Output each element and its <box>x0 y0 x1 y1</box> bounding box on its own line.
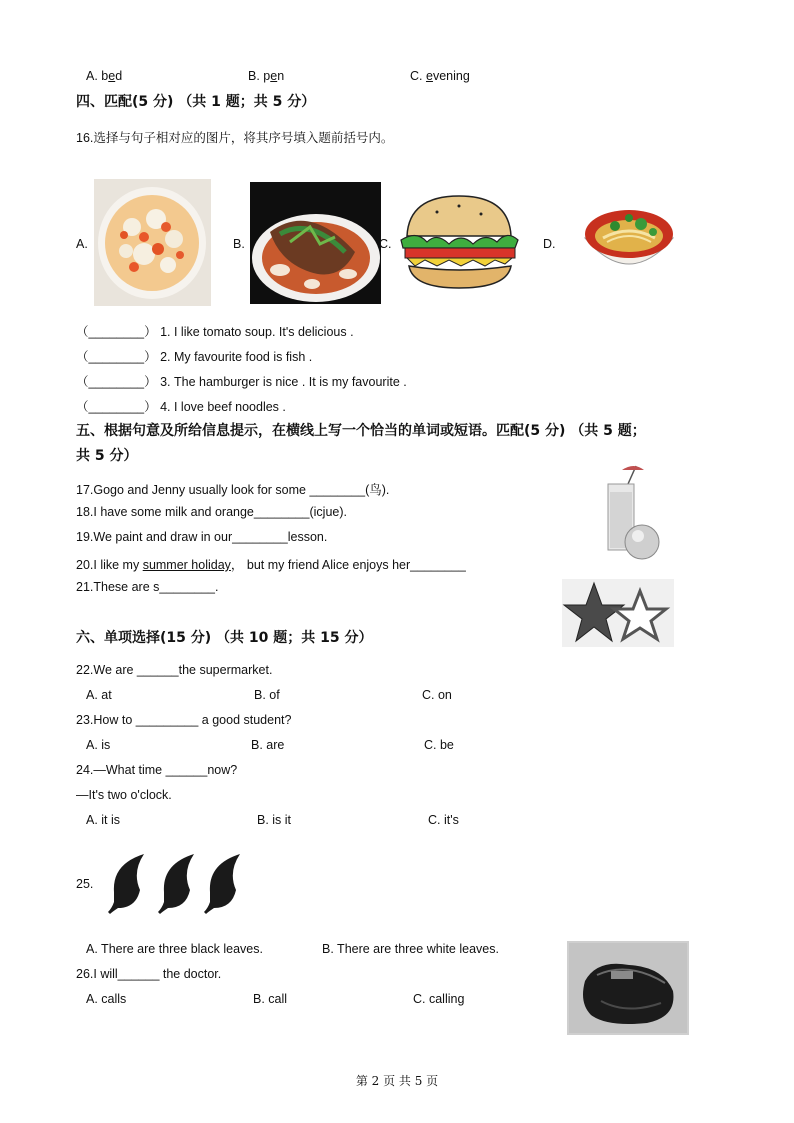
q23-option-a: A. is <box>86 738 111 752</box>
section4-heading: 四、匹配(5 分) （共 1 题；共 5 分） <box>76 94 316 110</box>
q24-option-b: B. is it <box>257 813 292 827</box>
q16-prompt: 16.选择与句子相对应的图片，将其序号填入题前括号内。 <box>76 131 394 145</box>
tomato-soup-image <box>94 179 211 306</box>
q15-option-a: A. bed <box>86 69 123 83</box>
juice-glass-image <box>600 462 666 562</box>
q25-option-a: A. There are three black leaves. <box>86 942 263 956</box>
q26-option-a: A. calls <box>86 992 127 1006</box>
matching-line-4: （________） 4. I love beef noodles . <box>76 400 286 414</box>
beef-noodles-image <box>581 204 677 284</box>
fish-dish-image <box>250 182 381 304</box>
q23-option-c: C. be <box>424 738 454 752</box>
bag-image <box>567 941 689 1035</box>
image-label-d: D. <box>543 237 556 251</box>
q26-option-c: C. calling <box>413 992 465 1006</box>
leaves-image <box>106 852 252 918</box>
q15-option-b: B. pen <box>248 69 285 83</box>
q23-option-b: B. are <box>251 738 285 752</box>
matching-line-1: （________） 1. I like tomato soup. It's delicious . <box>76 325 354 339</box>
q19: 19.We paint and draw in our________lesson. <box>76 530 328 544</box>
q22-option-a: A. at <box>86 688 112 702</box>
q20: 20.I like my summer holiday， but my friend Alice enjoys her________ <box>76 558 466 572</box>
image-label-b: B. <box>233 237 245 251</box>
section5-heading-cont: 共 5 分） <box>76 448 138 464</box>
page-footer: 第 2 页 共 5 页 <box>355 1074 439 1088</box>
q22-option-b: B. of <box>254 688 280 702</box>
section5-heading: 五、根据句意及所给信息提示，在横线上写一个恰当的单词或短语。匹配(5 分) （共 5 题； <box>76 423 646 439</box>
section6-heading: 六、单项选择(15 分) （共 10 题；共 15 分） <box>76 630 373 646</box>
q22: 22.We are ______the supermarket. <box>76 663 273 677</box>
q26-option-b: B. call <box>253 992 288 1006</box>
stars-image <box>562 579 674 647</box>
image-label-c: C. <box>379 237 392 251</box>
q21: 21.These are s________. <box>76 580 219 594</box>
q22-option-c: C. on <box>422 688 452 702</box>
q26: 26.I will______ the doctor. <box>76 967 222 981</box>
q25-option-b: B. There are three white leaves. <box>322 942 499 956</box>
q24-answer: —It's two o'clock. <box>76 788 172 802</box>
q24-option-a: A. it is <box>86 813 121 827</box>
q15-option-c: C. evening <box>410 69 470 83</box>
q23: 23.How to _________ a good student? <box>76 713 292 727</box>
q18: 18.I have some milk and orange________(icjue). <box>76 505 348 519</box>
q24: 24.—What time ______now? <box>76 763 238 777</box>
q24-option-c: C. it's <box>428 813 459 827</box>
hamburger-image <box>397 190 522 294</box>
matching-line-2: （________） 2. My favourite food is fish . <box>76 350 313 364</box>
q25-label: 25. <box>76 877 94 891</box>
image-label-a: A. <box>76 237 88 251</box>
q17: 17.Gogo and Jenny usually look for some ________(鸟). <box>76 483 390 497</box>
matching-line-3: （________） 3. The hamburger is nice . It is my favourite . <box>76 375 407 389</box>
